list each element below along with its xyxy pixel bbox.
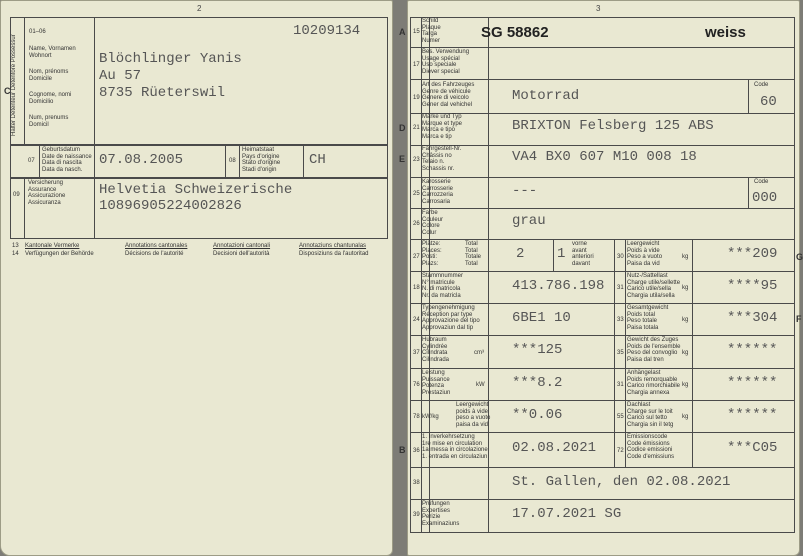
empty-weight-label: Leergewicht Poids à vide Peso a vuoto Paisa da vid	[627, 241, 663, 267]
insurance-label: Versicherung Assurance Assicurazione Assicuranza	[28, 180, 66, 206]
color-value: grau	[512, 213, 546, 229]
emission-code: ***C05	[727, 440, 778, 456]
empty-weight-code: 30	[617, 254, 624, 260]
first-registration-code: 36	[413, 448, 420, 454]
power-ratio: **0.06	[512, 407, 563, 423]
power-code: 76	[413, 382, 420, 388]
section-letter-g: G	[796, 252, 803, 262]
seats-front-label: vorne avant anteriori davant	[572, 241, 594, 267]
emission-code-num: 72	[617, 448, 624, 454]
seats-front: 1	[557, 246, 566, 262]
seats-code: 27	[413, 254, 420, 260]
seats-total-label: Total Total Totale Total	[465, 241, 482, 267]
annotation-de-1: Kantonale Vermerke	[25, 243, 80, 249]
roof-load: ******	[727, 407, 778, 423]
plate-label: Schild Plaque Targa Numer	[422, 18, 441, 44]
power-ratio-code: 78	[413, 414, 420, 420]
section-letter-e: E	[399, 154, 406, 164]
holder-name-label-it: Cognome, nomi Domicilio	[29, 92, 72, 105]
right-page	[399, 0, 803, 556]
vehicle-code: 60	[760, 94, 777, 110]
roof-load-unit: kg	[682, 414, 689, 420]
chassis-number: VA4 BX0 607 M10 008 18	[512, 149, 697, 165]
page-number-right: 3	[596, 4, 601, 13]
holder-vertical-label: Halter Détenteur Detentore Possessur	[11, 34, 17, 136]
type-number-code: 18	[413, 285, 420, 291]
make-code: 21	[413, 125, 420, 131]
section-letter-f: F	[796, 314, 802, 324]
first-registration: 02.08.2021	[512, 440, 597, 456]
inspection-label: Prüfungen Expertises Perizie Examinaziuns	[422, 501, 460, 527]
place-date: St. Gallen, den 02.08.2021	[512, 474, 731, 490]
plate-code: 15	[413, 29, 420, 35]
annotation-it-1: Annotazioni cantonali	[213, 243, 271, 249]
payload: ****95	[727, 278, 778, 294]
annotation-code-13: 13	[12, 243, 19, 249]
payload-label: Nutz-/Sattellast Charge utile/sellette Carico utile/sella Chargia utila/sella	[627, 273, 681, 299]
body-code: 25	[413, 191, 420, 197]
power-label: Leistung Puissance Potenza Prestaziun	[422, 370, 451, 396]
train-weight: ******	[727, 342, 778, 358]
usage-label: Bes. Verwendung Usage spécial Uso speciale Diever special	[422, 49, 470, 75]
trailer-load-code: 31	[617, 382, 624, 388]
displacement: ***125	[512, 342, 563, 358]
document-number: 10209134	[293, 23, 361, 39]
empty-weight-unit: kg	[682, 254, 689, 260]
origin-label: Heimatstaat Pays d'origine Stato d'origine Stadi d'origin	[242, 147, 281, 173]
trailer-load: ******	[727, 375, 778, 391]
holder-name-label-fr: Nom, prénoms Domicile	[29, 69, 69, 82]
section-letter-a: A	[399, 27, 406, 37]
origin-country: CH	[309, 152, 326, 168]
power-unit: kW	[476, 382, 485, 388]
place-date-code: 38	[413, 480, 420, 486]
trailer-load-unit: kg	[682, 382, 689, 388]
power-ratio-label2: Leergewicht poids à vide peso a vuoto paisa da vid	[456, 402, 491, 428]
color-code: 26	[413, 221, 420, 227]
roof-load-code: 55	[617, 414, 624, 420]
holder-name-label-rm: Num, prenums Domicil	[29, 115, 69, 128]
vehicle-code-label: Code	[754, 82, 769, 88]
trailer-load-label: Anhängelast Poids remorquable Carico rimorchiabile Chargia annexa	[627, 370, 681, 396]
body-value: ---	[512, 183, 538, 199]
make-label: Marke und Typ Marque et type Marca e tipo Marca e tip	[422, 114, 463, 140]
type-approval: 6BE1 10	[512, 310, 571, 326]
holder-field-code: 01–06	[29, 29, 46, 35]
make-type: BRIXTON Felsberg 125 ABS	[512, 118, 714, 134]
annotation-de-2: Verfügungen der Behörde	[25, 251, 94, 257]
power: ***8.2	[512, 375, 563, 391]
body-code-label: Code	[754, 179, 769, 185]
total-weight: ***304	[727, 310, 778, 326]
first-registration-label: 1. Inverkehrsetzung 1re mise en circulation 1a messa in circolazione 1. entrada en circulaziun	[422, 434, 488, 460]
train-weight-label: Gewicht des Zuges Poids de l'ensemble Peso del convoglio Paisa dal tren	[627, 337, 681, 363]
type-number: 413.786.198	[512, 278, 605, 294]
body-code-value: 000	[752, 190, 778, 206]
total-weight-code: 33	[617, 317, 624, 323]
holder-name: Blöchlinger Yanis	[99, 51, 242, 67]
section-letter-c: C	[4, 86, 11, 96]
annotation-it-2: Decisioni dell'autorità	[213, 251, 270, 257]
vehicle-type-label: Art des Fahrzeuges Genre de véhicule Genere di veicolo Gener dal vehichel	[422, 82, 475, 108]
insurance-code: 09	[13, 192, 20, 198]
left-page	[0, 0, 393, 556]
type-approval-label: Typengenehmigung Réception par type Approvazione del tipo Approvaziun dal tip	[422, 305, 480, 331]
train-weight-code: 35	[617, 350, 624, 356]
type-approval-code: 24	[413, 317, 420, 323]
power-ratio-label: kW/kg	[422, 414, 439, 420]
origin-code: 08	[229, 158, 236, 164]
birth-label: Geburtsdatum Date de naissance Data di nascita Data da nasch.	[42, 147, 92, 173]
section-letter-d: D	[399, 123, 406, 133]
empty-weight: ***209	[727, 246, 778, 262]
annotation-code-14: 14	[12, 251, 19, 257]
birth-code: 07	[28, 158, 35, 164]
vehicle-type-code: 19	[413, 95, 420, 101]
page-number-left: 2	[197, 4, 202, 13]
chassis-code: 23	[413, 157, 420, 163]
annotation-fr-1: Annotations cantonales	[125, 243, 188, 249]
holder-name-label-de: Name, Vornamen Wohnort	[29, 46, 76, 59]
displacement-label: Hubraum Cylindrée Cilindrata Cilindrada	[422, 337, 450, 363]
annotation-rm-2: Disposiziuns da l'autoritad	[299, 251, 369, 257]
vehicle-type: Motorrad	[512, 88, 580, 104]
displacement-code: 37	[413, 350, 420, 356]
roof-load-label: Dachlast Charge sur le toit Carico sul tetto Chargia sin il tetg	[627, 402, 674, 428]
insurance-policy: 10896905224002826	[99, 198, 242, 214]
train-weight-unit: kg	[682, 350, 689, 356]
section-letter-b: B	[399, 445, 406, 455]
emission-code-label: Emissionscode Code émissions Codice emissioni Code d'emissiuns	[627, 434, 675, 460]
chassis-label: Fahrgestell-Nr. Châssis no Telaio n. Schassis nr.	[422, 146, 462, 172]
displacement-unit: cm³	[474, 350, 484, 356]
annotation-rm-1: Annotaziuns chantunalas	[299, 243, 367, 249]
plate-color: weiss	[705, 24, 746, 41]
insurance-company: Helvetia Schweizerische	[99, 182, 293, 198]
seats-label: Plätze: Places: Posti: Plazs:	[422, 241, 442, 267]
seats-total: 2	[516, 246, 525, 262]
type-number-label: Stammnummer N° matricule N. di matricola Nr. da matricla	[422, 273, 464, 299]
total-weight-unit: kg	[682, 317, 689, 323]
inspection-date: 17.07.2021 SG	[512, 506, 622, 522]
color-label: Farbe Couleur Colore Colur	[422, 210, 444, 236]
usage-code: 17	[413, 62, 420, 68]
inspection-code: 39	[413, 512, 420, 518]
body-label: Karosserie Carrosserie Carrozzeria Carrosaria	[422, 179, 454, 205]
payload-unit: kg	[682, 285, 689, 291]
total-weight-label: Gesamtgewicht Poids total Peso totale Paisa totala	[627, 305, 669, 331]
payload-code: 31	[617, 285, 624, 291]
plate-number: SG 58862	[481, 24, 549, 41]
birth-date: 07.08.2005	[99, 152, 184, 168]
holder-city: 8735 Rüeterswil	[99, 85, 226, 101]
annotation-fr-2: Décisions de l'autorité	[125, 251, 184, 257]
holder-street: Au 57	[99, 68, 142, 84]
